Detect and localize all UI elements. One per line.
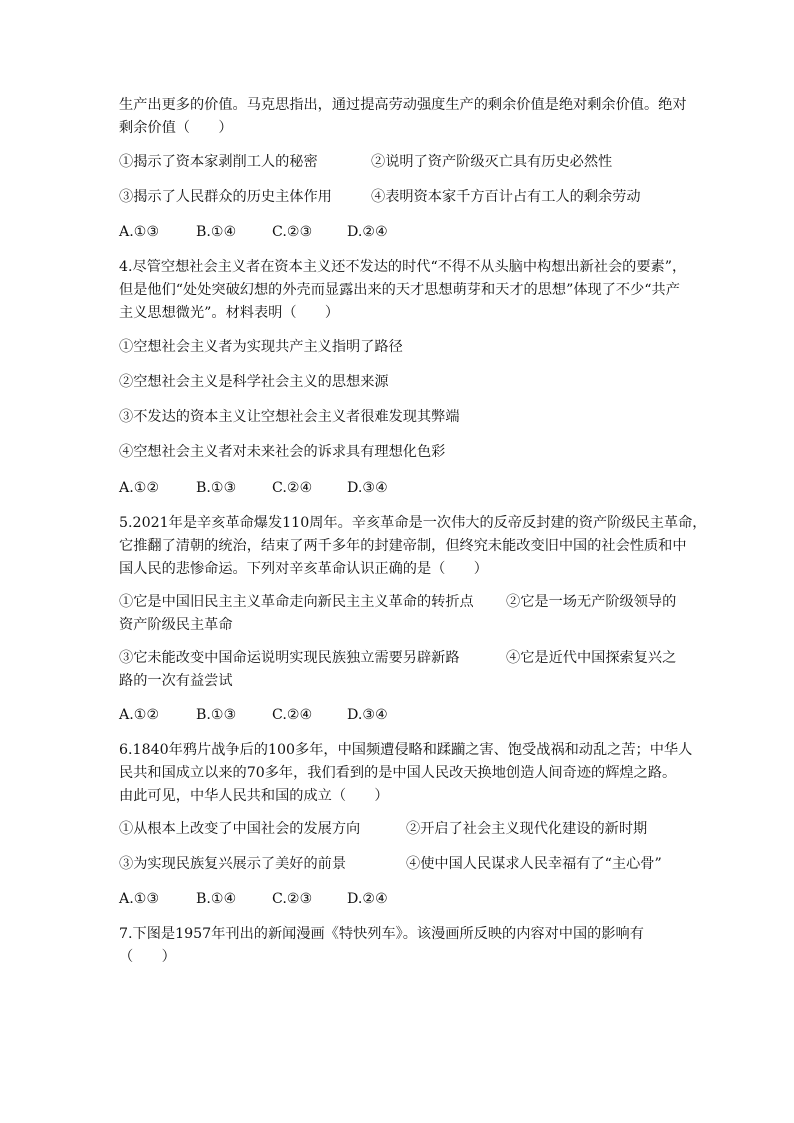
- q5-statement-1: ①它是中国旧民主主义革命走向新民主主义革命的转折点: [119, 594, 474, 610]
- q3-stem-line-1: 生产出更多的价值。马克思指出，通过提高劳动强度生产的剩余价值是绝对剩余价值。绝对: [119, 97, 687, 113]
- q6-option-c: C.②③: [272, 891, 313, 907]
- q7-stem-line-2: （ ）: [119, 949, 176, 965]
- q4-statement-4: ④空想社会主义者对未来社会的诉求具有理想化色彩: [119, 444, 446, 460]
- q5-statement-4-cont: 路的一次有益尝试: [119, 673, 233, 689]
- q6-option-d: D.②④: [347, 891, 388, 907]
- q3-option-b: B.①④: [196, 224, 237, 240]
- q5-option-b: B.①③: [196, 707, 237, 723]
- q5-stem-line-2: 它推翻了清朝的统治，结束了两千多年的封建帝制，但终究未能改变旧中国的社会性质和中: [119, 538, 687, 554]
- q4-stem-line-2: 但是他们“处处突破幻想的外壳而显露出来的天才思想萌芽和天才的思想”体现了不少“共产: [119, 282, 680, 298]
- q5-option-a: A.①②: [119, 707, 160, 723]
- q6-stem-line-3: 由此可见，中华人民共和国的成立（ ）: [119, 788, 389, 804]
- q6-statement-3: ③为实现民族复兴展示了美好的前景: [119, 856, 347, 872]
- q3-statement-2: ②说明了资产阶级灭亡具有历史必然性: [371, 154, 613, 170]
- q5-statement-2-cont: 资产阶级民主革命: [119, 617, 233, 633]
- q3-stem-line-2: 剩余价值（ ）: [119, 120, 233, 136]
- q4-statement-2: ②空想社会主义是科学社会主义的思想来源: [119, 374, 389, 390]
- q4-stem-line-3: 主义思想微光”。材料表明（ ）: [119, 305, 340, 321]
- q3-statement-1: ①揭示了资本家剥削工人的秘密: [119, 154, 318, 170]
- q6-stem-line-2: 民共和国成立以来的70多年，我们看到的是中国人民改天换地创造人间奇迹的辉煌之路。: [119, 765, 677, 781]
- q5-statement-3: ③它未能改变中国命运说明实现民族独立需要另辟新路: [119, 650, 460, 666]
- q4-stem-line-1: 4.尽管空想社会主义者在资本主义还不发达的时代“不得不从头脑中构想出新社会的要素”，: [119, 259, 687, 275]
- q4-option-b: B.①③: [196, 480, 237, 496]
- q7-stem-line-1: 7.下图是1957年刊出的新闻漫画《特快列车》。该漫画所反映的内容对中国的影响有: [119, 926, 644, 942]
- q6-statement-4: ④使中国人民谋求人民幸福有了“主心骨”: [406, 856, 662, 872]
- q3-statement-3: ③揭示了人民群众的历史主体作用: [119, 189, 332, 205]
- q6-stem-line-1: 6.1840年鸦片战争后的100多年，中国频遭侵略和蹂躏之害、饱受战祸和动乱之苦；中华人: [119, 742, 693, 758]
- q5-statement-2: ②它是一场无产阶级领导的: [506, 594, 677, 610]
- q6-option-a: A.①③: [119, 891, 160, 907]
- q3-option-c: C.②③: [272, 224, 313, 240]
- q6-option-b: B.①④: [196, 891, 237, 907]
- q5-option-c: C.②④: [272, 707, 313, 723]
- q4-option-d: D.③④: [347, 480, 388, 496]
- q6-statement-1: ①从根本上改变了中国社会的发展方向: [119, 821, 361, 837]
- q4-option-a: A.①②: [119, 480, 160, 496]
- q3-statement-4: ④表明资本家千方百计占有工人的剩余劳动: [371, 189, 641, 205]
- q3-option-d: D.②④: [347, 224, 388, 240]
- q5-stem-line-3: 国人民的悲惨命运。下列对辛亥革命认识正确的是（ ）: [119, 561, 488, 577]
- q5-statement-4: ④它是近代中国探索复兴之: [506, 650, 677, 666]
- q3-option-a: A.①③: [119, 224, 160, 240]
- q6-statement-2: ②开启了社会主义现代化建设的新时期: [406, 821, 648, 837]
- q5-option-d: D.③④: [347, 707, 388, 723]
- q4-statement-3: ③不发达的资本主义让空想社会主义者很难发现其弊端: [119, 409, 460, 425]
- q4-option-c: C.②④: [272, 480, 313, 496]
- q5-stem-line-1: 5.2021年是辛亥革命爆发110周年。辛亥革命是一次伟大的反帝反封建的资产阶级民主革命，: [119, 515, 707, 531]
- q4-statement-1: ①空想社会主义者为实现共产主义指明了路径: [119, 339, 403, 355]
